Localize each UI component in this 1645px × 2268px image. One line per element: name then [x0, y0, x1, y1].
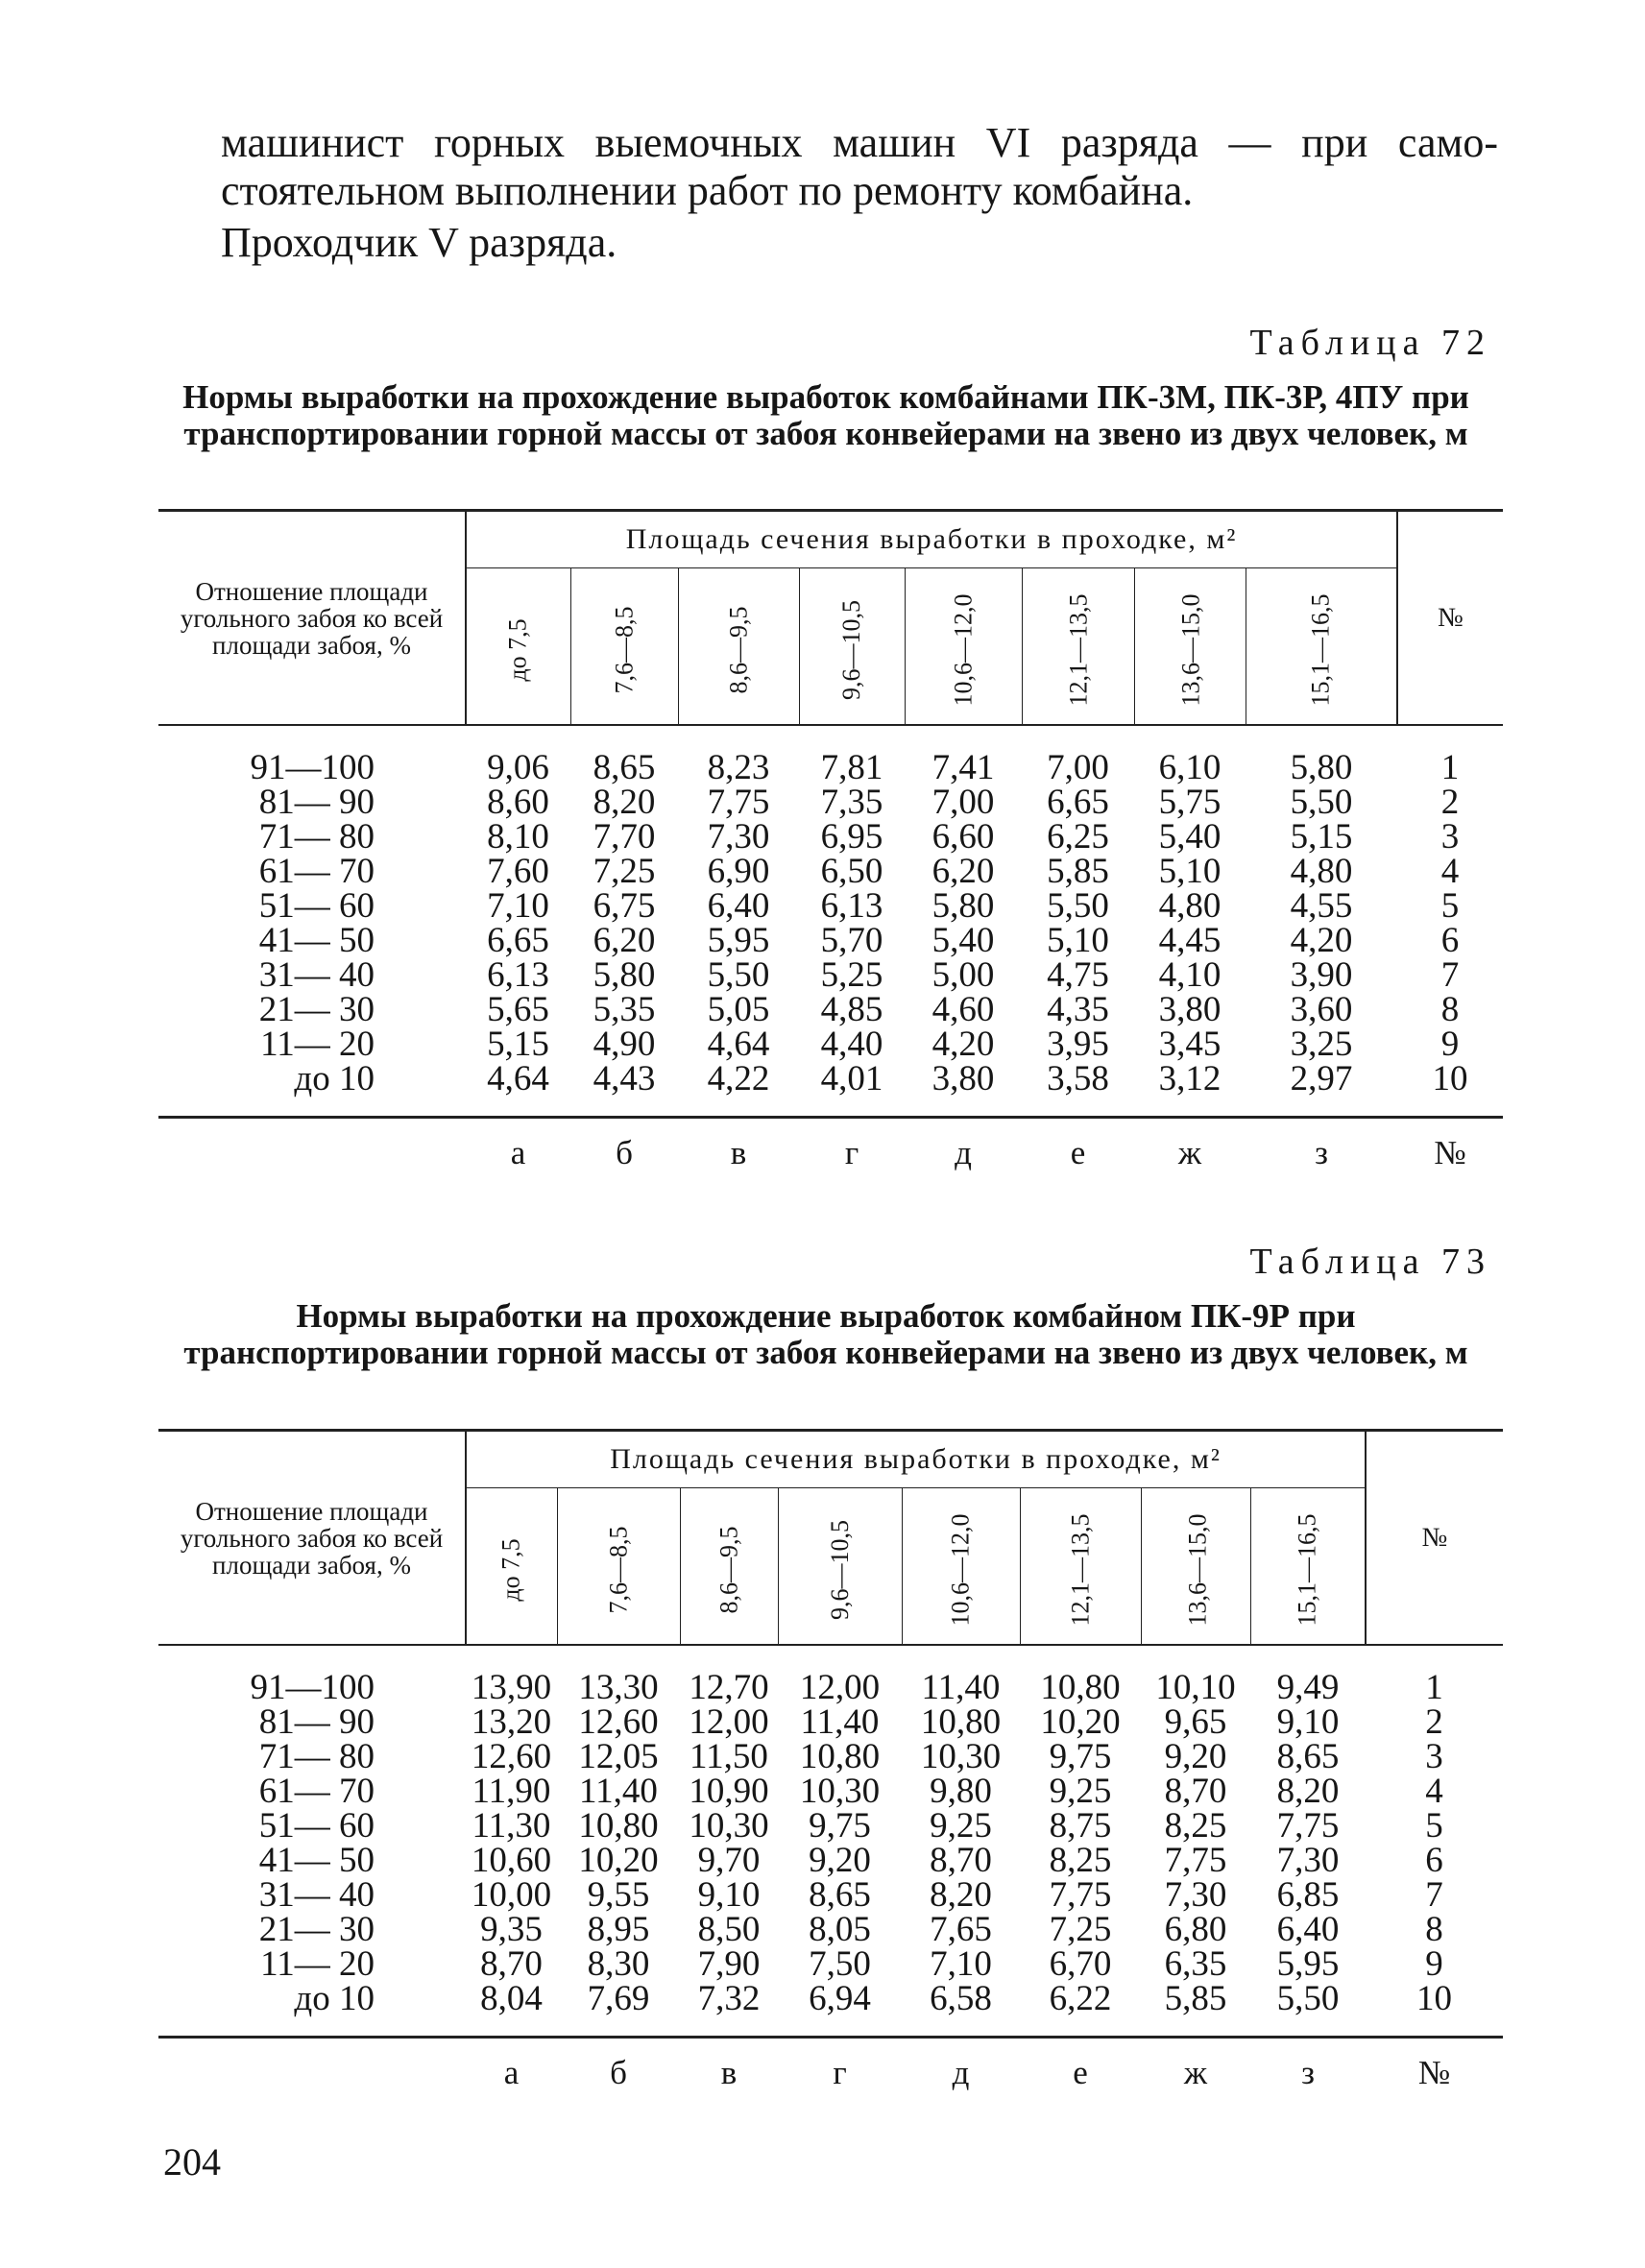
- value-cell: 10,80: [799, 1737, 881, 1776]
- value-cell: 10,30: [689, 1806, 769, 1846]
- value-cell: 6,94: [778, 1982, 902, 2038]
- value-cell: 5,80: [593, 955, 656, 995]
- value-cell: 8,05: [809, 1910, 871, 1949]
- row-header: Отношение площади угольного забоя ко всей площади забоя, %: [158, 511, 466, 726]
- row-number: 7: [1425, 1875, 1443, 1915]
- value-cell: 6,50: [820, 852, 883, 891]
- row-label: 41— 50: [258, 1841, 375, 1880]
- value-cell: 5,95: [707, 921, 770, 960]
- row-number: 6: [1440, 921, 1460, 960]
- value-cell: 6,70: [1049, 1944, 1112, 1984]
- table-73-label: Таблица 73: [1249, 1242, 1491, 1282]
- column-header: 8,6—9,5: [678, 568, 799, 726]
- value-cell: 3,45: [1158, 1025, 1222, 1064]
- column-header: 9,6—10,5: [799, 568, 905, 726]
- value-cell: 6,35: [1164, 1944, 1227, 1984]
- area-group-header: Площадь сечения выработки в проходке, м²: [466, 1431, 1366, 1488]
- value-cell: 6,65: [487, 921, 549, 960]
- value-cell: 5,75: [1158, 783, 1222, 822]
- value-cell: 5,15: [1290, 817, 1353, 857]
- value-cell: 10,80: [1040, 1668, 1121, 1707]
- table-73: [158, 1429, 1503, 2093]
- value-cell: 13,20: [471, 1702, 552, 1742]
- column-letter: д: [952, 2054, 970, 2091]
- value-cell: 7,30: [1164, 1875, 1227, 1915]
- row-label: 11— 20: [260, 1944, 375, 1984]
- value-cell: 6,58: [902, 1982, 1020, 2038]
- row-label: 71— 80: [258, 817, 375, 857]
- table-73-title: Нормы выработки на прохождение выработок комбайном ПК-9Р при транспортировании горной массы от забоя конвейерами на звено из двух человек, м: [183, 1297, 1468, 1371]
- table-row: [158, 725, 1503, 785]
- value-cell: 9,65: [1164, 1702, 1227, 1742]
- value-cell: 5,50: [707, 955, 770, 995]
- value-cell: 6,60: [931, 817, 995, 857]
- column-letter: а: [503, 2054, 520, 2091]
- row-label: 61— 70: [258, 1772, 375, 1811]
- table-row: [158, 1844, 1503, 1878]
- value-cell: 4,85: [820, 990, 883, 1029]
- column-letter: б: [616, 1134, 633, 1171]
- value-cell: 12,60: [578, 1702, 659, 1742]
- intro-paragraph-2: Проходчик V разряда.: [221, 219, 617, 266]
- value-cell: 2,97: [1246, 1062, 1397, 1118]
- value-cell: 9,35: [480, 1910, 543, 1949]
- value-cell: 7,60: [487, 852, 549, 891]
- num-header: №: [1397, 511, 1503, 726]
- row-label: 81— 90: [258, 783, 375, 822]
- value-cell: 8,50: [697, 1910, 761, 1949]
- value-cell: 4,60: [931, 990, 995, 1029]
- value-cell: 3,90: [1290, 955, 1353, 995]
- table-row: [158, 1062, 1503, 1118]
- value-cell: 10,60: [471, 1841, 552, 1880]
- table-row: [158, 855, 1503, 889]
- row-label: 81— 90: [258, 1702, 375, 1742]
- value-cell: 8,65: [593, 748, 656, 787]
- value-cell: 6,85: [1276, 1875, 1340, 1915]
- value-cell: 4,64: [466, 1062, 570, 1118]
- row-number: 4: [1425, 1772, 1443, 1811]
- column-header: 13,6—15,0: [1141, 1488, 1250, 1646]
- row-number: 3: [1440, 817, 1460, 857]
- table-row: [158, 1809, 1503, 1844]
- value-cell: 12,00: [689, 1702, 769, 1742]
- value-cell: 9,25: [930, 1806, 992, 1846]
- value-cell: 3,95: [1047, 1025, 1109, 1064]
- value-cell: 4,35: [1047, 990, 1109, 1029]
- value-cell: 9,75: [1049, 1737, 1112, 1776]
- value-cell: 4,64: [707, 1025, 770, 1064]
- row-number: 9: [1425, 1944, 1443, 1984]
- value-cell: 4,43: [570, 1062, 678, 1118]
- column-header: 9,6—10,5: [778, 1488, 902, 1646]
- value-cell: 10,30: [920, 1737, 1002, 1776]
- row-number: 6: [1425, 1841, 1443, 1880]
- value-cell: 5,85: [1047, 852, 1109, 891]
- value-cell: 5,85: [1141, 1982, 1250, 2038]
- value-cell: 4,01: [799, 1062, 905, 1118]
- value-cell: 9,20: [809, 1841, 871, 1880]
- column-header: 7,6—8,5: [557, 1488, 680, 1646]
- value-cell: 7,32: [680, 1982, 778, 2038]
- row-label: 61— 70: [258, 852, 375, 891]
- value-cell: 6,20: [593, 921, 656, 960]
- value-cell: 8,25: [1164, 1806, 1227, 1846]
- row-label: до 10: [158, 1062, 466, 1118]
- footer-num: №: [1417, 2054, 1451, 2091]
- column-letter: е: [1070, 1134, 1086, 1171]
- table-72: [158, 509, 1503, 1173]
- table-row: [158, 1982, 1503, 2038]
- value-cell: 11,40: [800, 1702, 880, 1742]
- value-cell: 11,50: [689, 1737, 768, 1776]
- row-label: 41— 50: [258, 921, 375, 960]
- column-header: 12,1—13,5: [1022, 568, 1134, 726]
- table-row: [158, 993, 1503, 1027]
- value-cell: 4,45: [1158, 921, 1222, 960]
- value-cell: 8,65: [1276, 1737, 1340, 1776]
- footer-num: №: [1434, 1134, 1466, 1171]
- value-cell: 6,13: [820, 886, 883, 926]
- value-cell: 7,41: [931, 748, 995, 787]
- row-label: 11— 20: [260, 1025, 375, 1064]
- value-cell: 9,10: [1276, 1702, 1340, 1742]
- value-cell: 3,60: [1290, 990, 1353, 1029]
- value-cell: 7,75: [1164, 1841, 1227, 1880]
- value-cell: 5,95: [1276, 1944, 1340, 1984]
- table-row: [158, 1705, 1503, 1740]
- value-cell: 8,20: [1276, 1772, 1340, 1811]
- value-cell: 5,50: [1047, 886, 1109, 926]
- value-cell: 7,75: [707, 783, 770, 822]
- value-cell: 9,75: [809, 1806, 871, 1846]
- value-cell: 6,95: [820, 817, 883, 857]
- value-cell: 5,25: [820, 955, 883, 995]
- value-cell: 5,35: [593, 990, 656, 1029]
- value-cell: 12,05: [578, 1737, 659, 1776]
- value-cell: 6,13: [487, 955, 549, 995]
- value-cell: 5,10: [1158, 852, 1222, 891]
- table-row: [158, 924, 1503, 958]
- column-letter: ж: [1183, 2054, 1208, 2091]
- value-cell: 6,10: [1158, 748, 1222, 787]
- table-row: [158, 958, 1503, 993]
- value-cell: 12,70: [689, 1668, 769, 1707]
- value-cell: 9,06: [487, 748, 549, 787]
- value-cell: 7,75: [1049, 1875, 1112, 1915]
- value-cell: 8,04: [466, 1982, 557, 2038]
- value-cell: 7,35: [820, 783, 883, 822]
- row-number: 5: [1440, 886, 1460, 926]
- value-cell: 8,20: [930, 1875, 992, 1915]
- value-cell: 7,00: [1047, 748, 1109, 787]
- row-label: 71— 80: [258, 1737, 375, 1776]
- value-cell: 7,75: [1276, 1806, 1340, 1846]
- table-72-title: Нормы выработки на прохождение выработок комбайнами ПК-3М, ПК-3Р, 4ПУ при транспортировании горной массы от забоя конвейерами на звено из двух человек, м: [182, 378, 1469, 452]
- row-label: 21— 30: [258, 1910, 375, 1949]
- table-row: [158, 1913, 1503, 1947]
- value-cell: 9,80: [930, 1772, 992, 1811]
- value-cell: 5,70: [820, 921, 883, 960]
- row-label: 91—100: [250, 748, 375, 787]
- value-cell: 5,65: [487, 990, 549, 1029]
- value-cell: 7,65: [930, 1910, 992, 1949]
- value-cell: 8,23: [707, 748, 770, 787]
- row-number: 7: [1440, 955, 1460, 995]
- value-cell: 8,20: [593, 783, 656, 822]
- value-cell: 6,20: [931, 852, 995, 891]
- column-header: 15,1—16,5: [1250, 1488, 1366, 1646]
- row-label: до 10: [158, 1982, 466, 2038]
- value-cell: 6,22: [1020, 1982, 1141, 2038]
- value-cell: 6,25: [1047, 817, 1109, 857]
- value-cell: 3,80: [905, 1062, 1022, 1118]
- column-letter: б: [610, 2054, 627, 2091]
- value-cell: 10,30: [799, 1772, 881, 1811]
- row-number: 8: [1440, 990, 1460, 1029]
- row-label: 91—100: [250, 1668, 375, 1707]
- column-header: до 7,5: [466, 1488, 557, 1646]
- value-cell: 7,30: [707, 817, 770, 857]
- value-cell: 9,20: [1164, 1737, 1227, 1776]
- value-cell: 5,80: [1290, 748, 1353, 787]
- value-cell: 10,80: [920, 1702, 1002, 1742]
- row-number: 3: [1425, 1737, 1443, 1776]
- value-cell: 7,50: [809, 1944, 871, 1984]
- value-cell: 8,65: [809, 1875, 871, 1915]
- table-row: [158, 785, 1503, 820]
- value-cell: 7,30: [1276, 1841, 1340, 1880]
- value-cell: 4,20: [931, 1025, 995, 1064]
- value-cell: 6,65: [1047, 783, 1109, 822]
- column-letter: а: [510, 1134, 526, 1171]
- value-cell: 9,25: [1049, 1772, 1112, 1811]
- column-header: 13,6—15,0: [1134, 568, 1246, 726]
- intro-paragraph-1: машинист горных выемочных машин VI разряда — при само-стоятельном выполнении работ по ремонту комбайна.: [221, 119, 1498, 214]
- value-cell: 8,70: [480, 1944, 543, 1984]
- row-number: 2: [1440, 783, 1460, 822]
- table-row: [158, 1774, 1503, 1809]
- value-cell: 5,50: [1290, 783, 1353, 822]
- value-cell: 5,50: [1250, 1982, 1366, 2038]
- value-cell: 12,60: [471, 1737, 552, 1776]
- value-cell: 7,00: [931, 783, 995, 822]
- value-cell: 5,10: [1047, 921, 1109, 960]
- value-cell: 8,30: [587, 1944, 650, 1984]
- value-cell: 5,80: [931, 886, 995, 926]
- value-cell: 8,95: [587, 1910, 650, 1949]
- table-72-label: Таблица 72: [1249, 323, 1491, 363]
- table-row: [158, 1947, 1503, 1982]
- value-cell: 3,80: [1158, 990, 1222, 1029]
- value-cell: 5,40: [931, 921, 995, 960]
- row-number: 1: [1440, 748, 1460, 787]
- value-cell: 7,69: [557, 1982, 680, 2038]
- row-number: 1: [1425, 1668, 1443, 1707]
- row-header: Отношение площади угольного забоя ко всей площади забоя, %: [158, 1431, 466, 1646]
- row-number: 10: [1397, 1062, 1503, 1118]
- value-cell: 9,70: [697, 1841, 761, 1880]
- value-cell: 10,90: [689, 1772, 769, 1811]
- table-row: [158, 1740, 1503, 1774]
- column-header: 12,1—13,5: [1020, 1488, 1141, 1646]
- column-letter: в: [720, 2054, 738, 2091]
- row-number: 4: [1440, 852, 1460, 891]
- value-cell: 8,60: [487, 783, 549, 822]
- table-row: [158, 1878, 1503, 1913]
- value-cell: 3,12: [1134, 1062, 1246, 1118]
- column-header: 10,6—12,0: [902, 1488, 1020, 1646]
- value-cell: 4,80: [1158, 886, 1222, 926]
- value-cell: 8,75: [1049, 1806, 1112, 1846]
- column-letter: в: [730, 1134, 747, 1171]
- column-header: 8,6—9,5: [680, 1488, 778, 1646]
- value-cell: 5,15: [487, 1025, 549, 1064]
- value-cell: 7,25: [593, 852, 656, 891]
- value-cell: 11,90: [472, 1772, 551, 1811]
- value-cell: 5,00: [931, 955, 995, 995]
- area-group-header: Площадь сечения выработки в проходке, м²: [466, 511, 1397, 568]
- value-cell: 5,40: [1158, 817, 1222, 857]
- value-cell: 6,40: [707, 886, 770, 926]
- value-cell: 11,30: [472, 1806, 551, 1846]
- value-cell: 8,70: [930, 1841, 992, 1880]
- value-cell: 4,10: [1158, 955, 1222, 995]
- value-cell: 11,40: [579, 1772, 658, 1811]
- value-cell: 6,80: [1164, 1910, 1227, 1949]
- value-cell: 9,10: [697, 1875, 761, 1915]
- row-label: 31— 40: [258, 955, 375, 995]
- row-number: 5: [1425, 1806, 1443, 1846]
- row-label: 31— 40: [258, 1875, 375, 1915]
- value-cell: 4,22: [678, 1062, 799, 1118]
- value-cell: 8,70: [1164, 1772, 1227, 1811]
- table-row: [158, 820, 1503, 855]
- value-cell: 6,90: [707, 852, 770, 891]
- value-cell: 7,70: [593, 817, 656, 857]
- value-cell: 4,40: [820, 1025, 883, 1064]
- value-cell: 4,80: [1290, 852, 1353, 891]
- column-letter: д: [955, 1134, 972, 1171]
- column-letter-row: [158, 1118, 1503, 1174]
- table-row: [158, 1645, 1503, 1705]
- row-number: 2: [1425, 1702, 1443, 1742]
- column-letter: з: [1301, 2054, 1315, 2091]
- table-row: [158, 889, 1503, 924]
- table-row: [158, 1027, 1503, 1062]
- value-cell: 7,10: [487, 886, 549, 926]
- row-label: 51— 60: [258, 886, 375, 926]
- column-header: до 7,5: [466, 568, 570, 726]
- value-cell: 6,75: [593, 886, 656, 926]
- num-header: №: [1366, 1431, 1503, 1646]
- value-cell: 7,81: [820, 748, 883, 787]
- value-cell: 13,90: [471, 1668, 552, 1707]
- value-cell: 12,00: [799, 1668, 881, 1707]
- value-cell: 10,00: [471, 1875, 552, 1915]
- value-cell: 7,25: [1049, 1910, 1112, 1949]
- value-cell: 8,25: [1049, 1841, 1112, 1880]
- column-header: 7,6—8,5: [570, 568, 678, 726]
- value-cell: 8,10: [487, 817, 549, 857]
- value-cell: 3,58: [1022, 1062, 1134, 1118]
- column-letter: г: [833, 2054, 847, 2091]
- value-cell: 7,10: [930, 1944, 992, 1984]
- value-cell: 9,49: [1276, 1668, 1340, 1707]
- row-label: 21— 30: [258, 990, 375, 1029]
- value-cell: 4,55: [1290, 886, 1353, 926]
- value-cell: 4,20: [1290, 921, 1353, 960]
- column-letter: з: [1315, 1134, 1328, 1171]
- row-number: 10: [1366, 1982, 1503, 2038]
- column-header: 15,1—16,5: [1246, 568, 1397, 726]
- row-number: 9: [1440, 1025, 1460, 1064]
- value-cell: 5,05: [707, 990, 770, 1029]
- value-cell: 6,40: [1276, 1910, 1340, 1949]
- value-cell: 11,40: [921, 1668, 1001, 1707]
- column-letter: ж: [1177, 1134, 1202, 1171]
- value-cell: 7,90: [697, 1944, 761, 1984]
- value-cell: 13,30: [578, 1668, 659, 1707]
- value-cell: 4,90: [593, 1025, 656, 1064]
- column-letter: г: [844, 1134, 859, 1171]
- value-cell: 9,55: [587, 1875, 650, 1915]
- value-cell: 4,75: [1047, 955, 1109, 995]
- column-letter: е: [1073, 2054, 1088, 2091]
- value-cell: 10,80: [578, 1806, 659, 1846]
- column-letter-row: [158, 2038, 1503, 2094]
- row-label: 51— 60: [258, 1806, 375, 1846]
- intro-text: [221, 119, 1498, 267]
- page-number: 204: [163, 2140, 221, 2184]
- row-number: 8: [1425, 1910, 1443, 1949]
- value-cell: 10,20: [1040, 1702, 1121, 1742]
- column-header: 10,6—12,0: [905, 568, 1022, 726]
- value-cell: 10,10: [1155, 1668, 1236, 1707]
- value-cell: 3,25: [1290, 1025, 1353, 1064]
- value-cell: 10,20: [578, 1841, 659, 1880]
